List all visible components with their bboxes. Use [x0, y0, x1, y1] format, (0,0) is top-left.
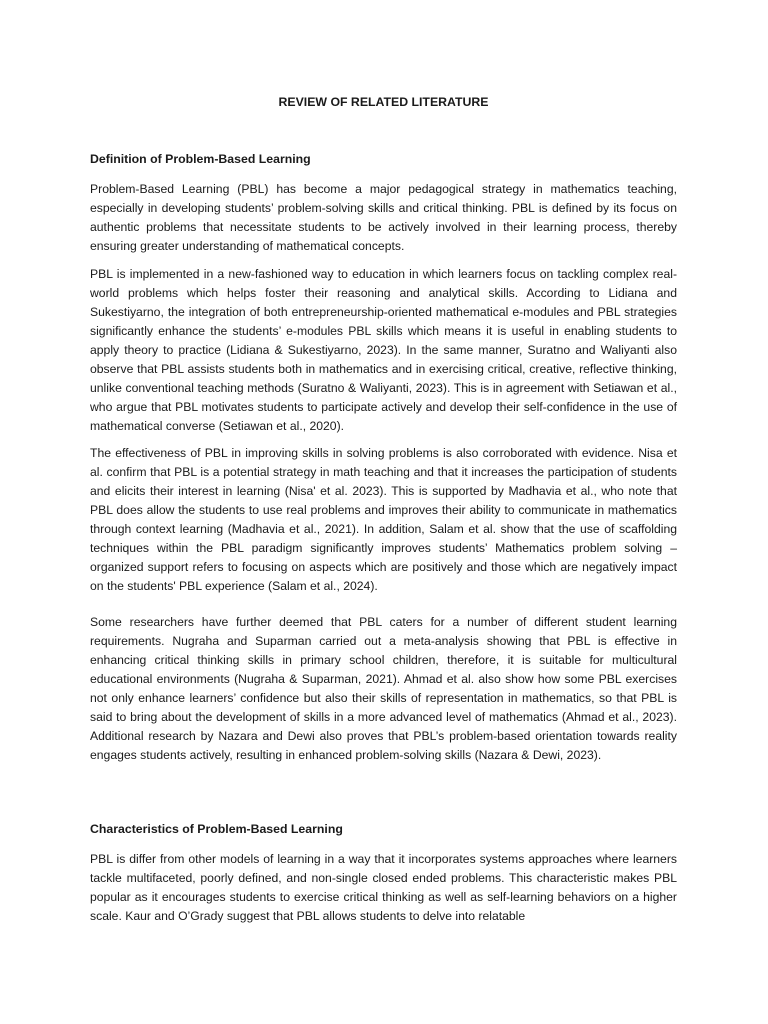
section-heading-definition: Definition of Problem-Based Learning [90, 152, 311, 166]
paragraph: PBL is differ from other models of learning in a way that it incorporates systems approaches where learners tackle multifaceted, poorly defined, and non-single closed ended problems. This characteristic makes PBL popular as it encourages students to exercise critical thinking as well as self-learning behaviors on a higher scale. Kaur and O’Grady suggest that PBL allows students to delve into relatable [90, 852, 677, 923]
section-heading-characteristics: Characteristics of Problem-Based Learning [90, 822, 343, 836]
document-page [90, 0, 677, 1024]
paragraph: Some researchers have further deemed that PBL caters for a number of different student learning requirements. Nugraha and Suparman carried out a meta-analysis showing that PBL is effective in enhancing critical thinking skills in primary school children, therefore, it is suitable for multicultural educational environments (Nugraha & Suparman, 2021). Ahmad et al. also show how some PBL exercises not only enhance learners’ confidence but also their skills of representation in mathematics, so that PBL is said to bring about the development of skills in a more advanced level of mathematics (Ahmad et al., 2023). Additional research by Nazara and Dewi also proves that PBL’s problem-based orientation towards reality engages students actively, resulting in enhanced problem-solving skills (Nazara & Dewi, 2023). [90, 615, 677, 762]
document-title: REVIEW OF RELATED LITERATURE [278, 95, 489, 109]
paragraph: Problem-Based Learning (PBL) has become a major pedagogical strategy in mathematics teaching, especially in developing students’ problem-solving skills and critical thinking. PBL is defined by its focus on authentic problems that necessitate students to be actively involved in their learning process, thereby ensuring greater understanding of mathematical concepts. [90, 182, 677, 253]
paragraph: PBL is implemented in a new-fashioned way to education in which learners focus on tackling complex real-world problems which helps foster their reasoning and analytical skills. According to Lidiana and Sukestiyarno, the integration of both entrepreneurship-oriented mathematical e-modules and PBL strategies significantly enhance the students’ e-modules PBL skills which means it is useful in enabling students to apply theory to practice (Lidiana & Sukestiyarno, 2023). In the same manner, Suratno and Waliyanti also observe that PBL assists students both in mathematics and in exercising critical, creative, reflective thinking, unlike conventional teaching methods (Suratno & Waliyanti, 2023). This is in agreement with Setiawan et al., who argue that PBL motivates students to participate actively and develop their self-confidence in the use of mathematical converse (Setiawan et al., 2020). [90, 267, 677, 433]
paragraph: The effectiveness of PBL in improving skills in solving problems is also corroborated with evidence. Nisa et al. confirm that PBL is a potential strategy in math teaching and that it increases the participation of students and elicits their interest in learning (Nisa' et al. 2023). This is supported by Madhavia et al., who note that PBL does allow the students to use real problems and improves their ability to communicate in mathematics through context learning (Madhavia et al., 2021). In addition, Salam et al. show that the use of scaffolding techniques within the PBL paradigm significantly improves students’ Mathematics problem solving – organized support refers to focusing on aspects which are positively and those which are negatively impact on the students' PBL experience (Salam et al., 2024). [90, 446, 677, 593]
